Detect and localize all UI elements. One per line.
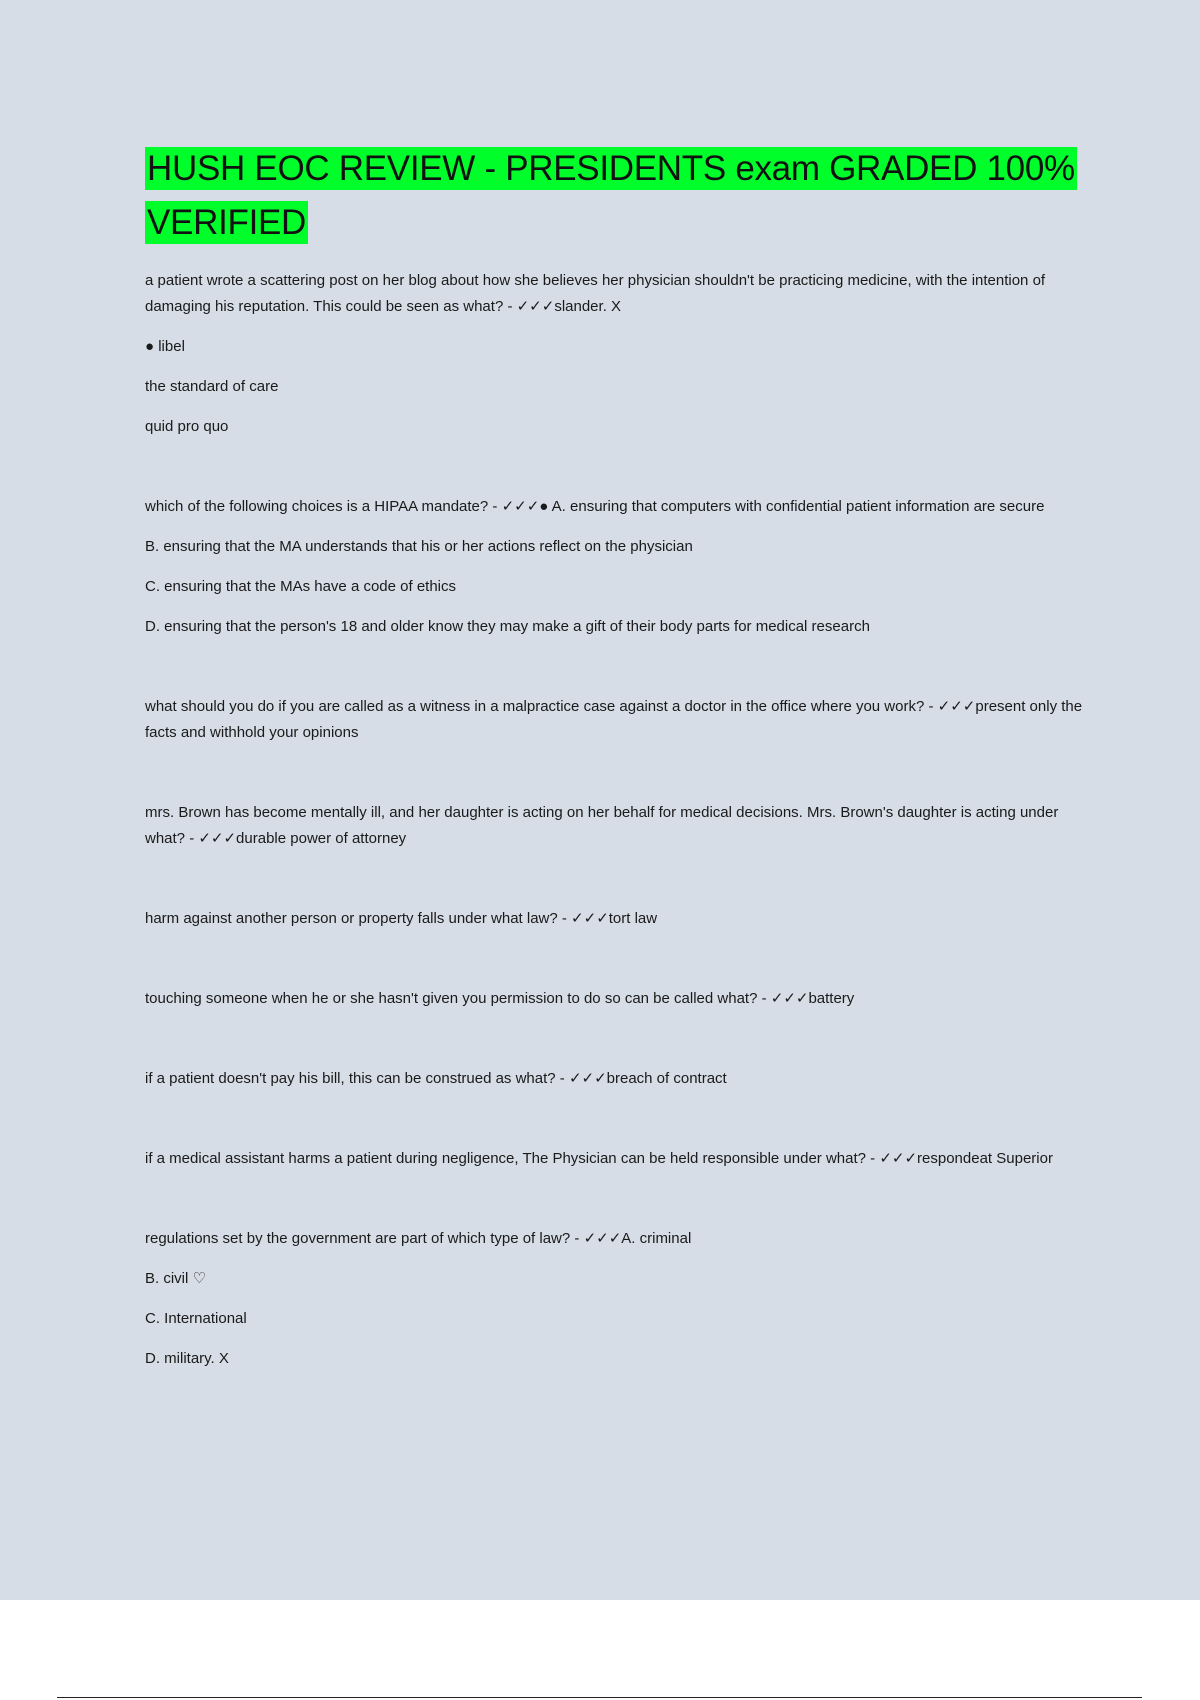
- question-block-4: [145, 800, 1085, 852]
- spacer: [145, 654, 1085, 694]
- answer-option: C. International: [145, 1310, 247, 1327]
- question-text: harm against another person or property falls under what law? - ✓✓✓tort law: [145, 910, 658, 927]
- answer-option: B. ensuring that the MA understands that his or her actions reflect on the physician: [145, 538, 693, 555]
- question-text: what should you do if you are called as a witness in a malpractice case against a doctor in the office where you work? - ✓✓✓present only the facts and withhold your opinions: [145, 698, 1083, 741]
- spacer: [145, 760, 1085, 800]
- answer-option: ● libel: [145, 338, 185, 355]
- spacer: [145, 1106, 1085, 1146]
- question-text: if a medical assistant harms a patient during negligence, The Physician can be held responsible under what? - ✓✓✓respondeat Superior: [145, 1150, 1053, 1167]
- question-text: which of the following choices is a HIPAA mandate? - ✓✓✓● A. ensuring that computers with confidential patient information are secure: [145, 498, 1045, 515]
- spacer: [145, 1186, 1085, 1226]
- question-block-2: [145, 494, 1085, 640]
- question-block-1: [145, 268, 1085, 440]
- question-block-3: [145, 694, 1085, 746]
- question-block-5: [145, 906, 1085, 932]
- spacer: [145, 946, 1085, 986]
- question-text: regulations set by the government are part of which type of law? - ✓✓✓A. criminal: [145, 1230, 692, 1247]
- spacer: [145, 1026, 1085, 1066]
- spacer: [145, 454, 1085, 494]
- question-text: mrs. Brown has become mentally ill, and her daughter is acting on her behalf for medical decisions. Mrs. Brown's daughter is acting under what? - ✓✓✓durable power of attorney: [145, 804, 1059, 847]
- question-text: a patient wrote a scattering post on her blog about how she believes her physician shouldn't be practicing medicine, with the intention of damaging his reputation. This could be seen as what? - ✓✓✓slander. X: [145, 272, 1046, 315]
- question-text: if a patient doesn't pay his bill, this can be construed as what? - ✓✓✓breach of contract: [145, 1070, 727, 1087]
- answer-option: the standard of care: [145, 378, 279, 395]
- document-content: [145, 142, 1085, 1386]
- question-block-7: [145, 1066, 1085, 1092]
- document-title: [145, 142, 1085, 250]
- question-block-6: [145, 986, 1085, 1012]
- answer-option: B. civil ♡: [145, 1270, 206, 1287]
- title-highlight: HUSH EOC REVIEW - PRESIDENTS exam GRADED 100% VERIFIED: [147, 149, 1075, 242]
- question-block-8: [145, 1146, 1085, 1172]
- answer-option: C. ensuring that the MAs have a code of ethics: [145, 578, 457, 595]
- answer-option: quid pro quo: [145, 418, 229, 435]
- footer-divider: [57, 1697, 1142, 1698]
- answer-option: D. ensuring that the person's 18 and older know they may make a gift of their body parts for medical research: [145, 618, 870, 635]
- question-text: touching someone when he or she hasn't given you permission to do so can be called what? - ✓✓✓battery: [145, 990, 855, 1007]
- answer-option: D. military. X: [145, 1350, 229, 1367]
- spacer: [145, 866, 1085, 906]
- question-block-9: [145, 1226, 1085, 1372]
